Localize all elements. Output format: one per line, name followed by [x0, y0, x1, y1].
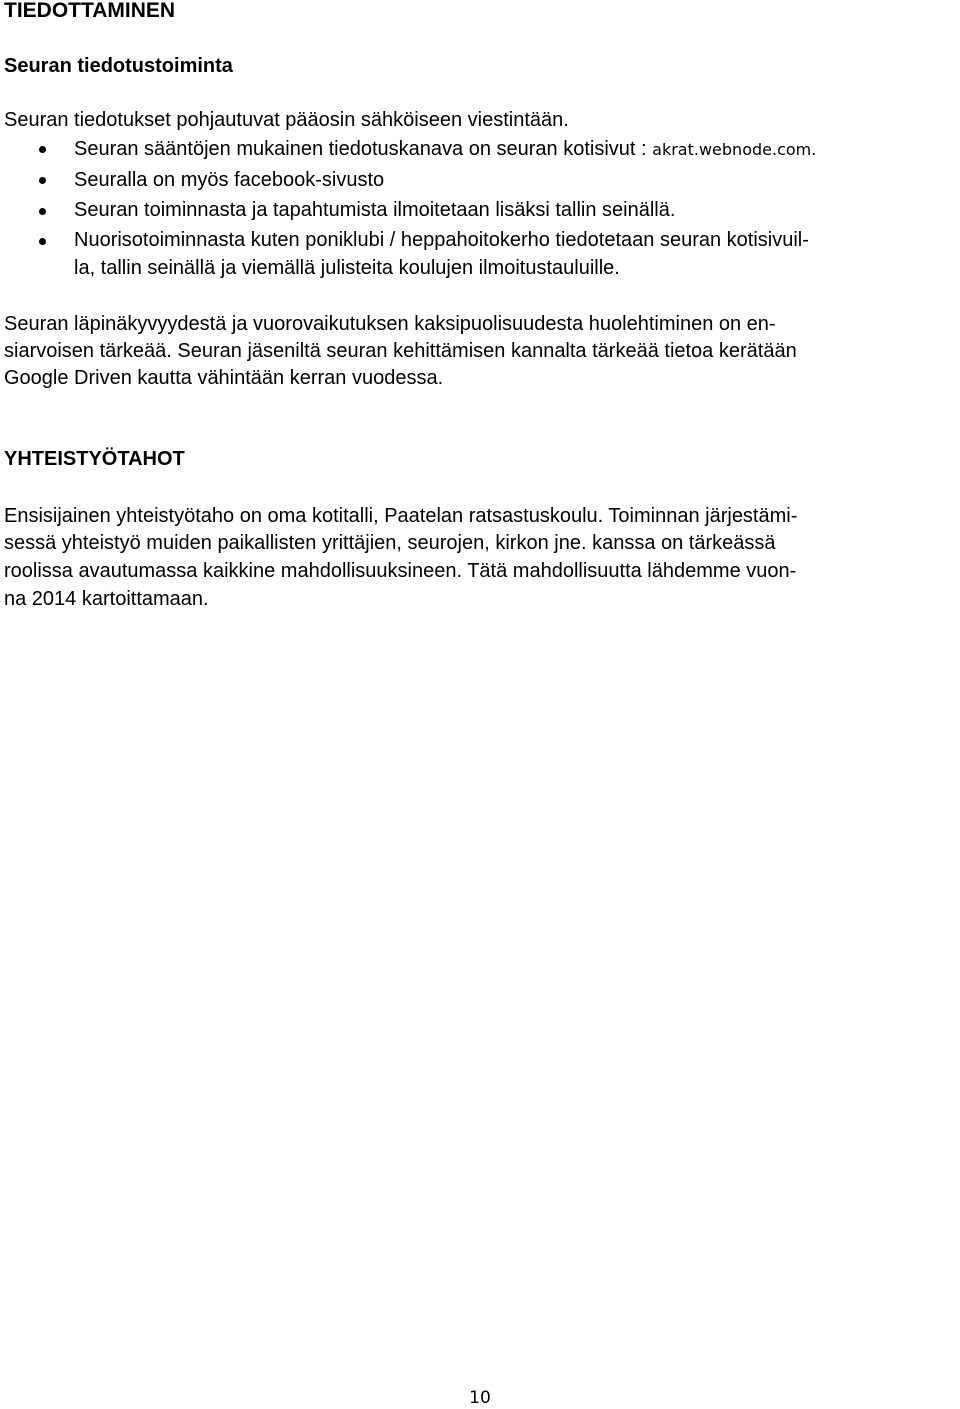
list-item-text: Seuran toiminnasta ja tapahtumista ilmoitetaan lisäksi tallin seinällä.	[74, 199, 676, 221]
list-item-label: Seuran sääntöjen mukainen tiedotuskanava on seuran kotisivut :	[74, 138, 653, 160]
list-item-text-line2: la, tallin seinällä ja viemällä julisteita koulujen ilmoitustauluille.	[74, 257, 620, 279]
list-item-text	[74, 135, 816, 164]
paragraph-line: Seuran läpinäkyvyydestä ja vuorovaikutuksen kaksipuolisuudesta huolehtiminen on en-	[4, 313, 776, 335]
paragraph-line: Google Driven kautta vähintään kerran vuodessa.	[4, 367, 444, 389]
list-item-text: Seuralla on myös facebook-sivusto	[74, 169, 385, 191]
bullet-icon	[39, 146, 46, 153]
paragraph-line: siarvoisen tärkeää. Seuran jäseniltä seuran kehittämisen kannalta tärkeää tietoa kerätään	[4, 340, 797, 362]
paragraph-line: sessä yhteistyö muiden paikallisten yrittäjien, seurojen, kirkon jne. kanssa on tärkeässä	[4, 532, 776, 554]
section-title-yhteistyotahot: YHTEISTYÖTAHOT	[4, 448, 185, 470]
intro-paragraph: Seuran tiedotukset pohjautuvat pääosin sähköiseen viestintään.	[4, 109, 569, 131]
list-item-text-line1: Nuorisotoiminnasta kuten poniklubi / heppahoitokerho tiedotetaan seuran kotisivuil-	[74, 229, 809, 251]
bullet-icon	[39, 177, 46, 184]
section-subtitle: Seuran tiedotustoiminta	[4, 55, 233, 77]
bullet-icon	[39, 238, 46, 245]
page-number: 10	[469, 1388, 491, 1408]
section-title-tiedottaminen: TIEDOTTAMINEN	[4, 0, 176, 22]
paragraph-line: Ensisijainen yhteistyötaho on oma kotitalli, Paatelan ratsastuskoulu. Toiminnan järjestämi-	[4, 505, 798, 527]
bullet-icon	[39, 208, 46, 215]
paragraph-line: roolissa avautumassa kaikkine mahdollisuuksineen. Tätä mahdollisuutta lähdemme vuon-	[4, 560, 797, 582]
website-link[interactable]: akrat.webnode.com.	[652, 140, 817, 159]
paragraph-line: na 2014 kartoittamaan.	[4, 588, 209, 610]
